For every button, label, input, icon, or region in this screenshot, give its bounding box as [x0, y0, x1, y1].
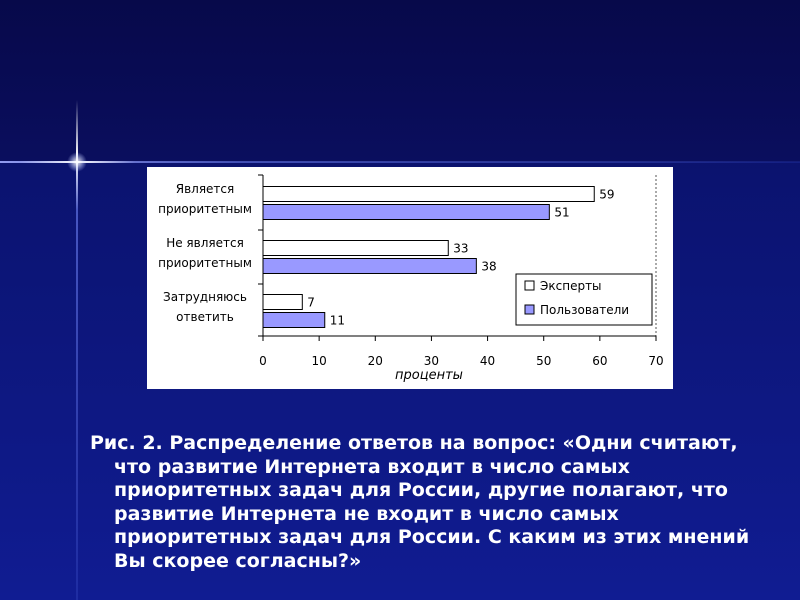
bar-users-0: [263, 205, 549, 220]
background-vertical-line: [76, 162, 78, 600]
bar-users-2: [263, 313, 325, 328]
chart-panel: [147, 167, 673, 389]
background-top-band: [0, 0, 800, 162]
x-axis-label: проценты: [395, 368, 463, 383]
bar-chart: [147, 167, 673, 389]
x-tick-label: 50: [536, 354, 552, 368]
category-label: Является: [175, 182, 235, 196]
x-tick-label: 0: [259, 354, 267, 368]
category-label: Не является: [166, 236, 244, 250]
x-tick-label: 10: [311, 354, 327, 368]
legend-entry: Пользователи: [540, 303, 630, 317]
legend-entry: Эксперты: [540, 279, 602, 293]
data-label: 11: [329, 313, 346, 328]
data-label: 7: [307, 295, 315, 310]
x-tick-label: 40: [479, 354, 496, 368]
bar-experts-2: [263, 295, 302, 310]
legend-swatch: [525, 281, 534, 290]
category-label: приоритетным: [158, 202, 252, 216]
category-label: Затрудняюсь: [163, 290, 247, 304]
bar-experts-1: [263, 241, 448, 256]
data-label: 38: [481, 259, 497, 274]
data-label: 59: [599, 187, 615, 202]
category-label: приоритетным: [158, 256, 252, 270]
x-tick-label: 70: [648, 354, 664, 368]
bar-experts-0: [263, 187, 594, 202]
x-tick-label: 60: [592, 354, 608, 368]
category-label: ответить: [176, 310, 234, 324]
data-label: 33: [453, 241, 469, 256]
legend-swatch: [525, 305, 534, 314]
x-tick-label: 20: [367, 354, 383, 368]
sparkle-icon: [67, 152, 87, 172]
figure-caption: Рис. 2. Распределение ответов на вопрос: «Одни считают, что развитие Интернета входит в число самых приоритетных задач для России, другие полагают, что развитие Интернета не входит в число самых приоритетных задач для России. С каким из этих мнений Вы скорее согласны?»: [90, 432, 750, 572]
x-tick-label: 30: [423, 354, 440, 368]
data-label: 51: [554, 205, 570, 220]
bar-users-1: [263, 259, 476, 274]
